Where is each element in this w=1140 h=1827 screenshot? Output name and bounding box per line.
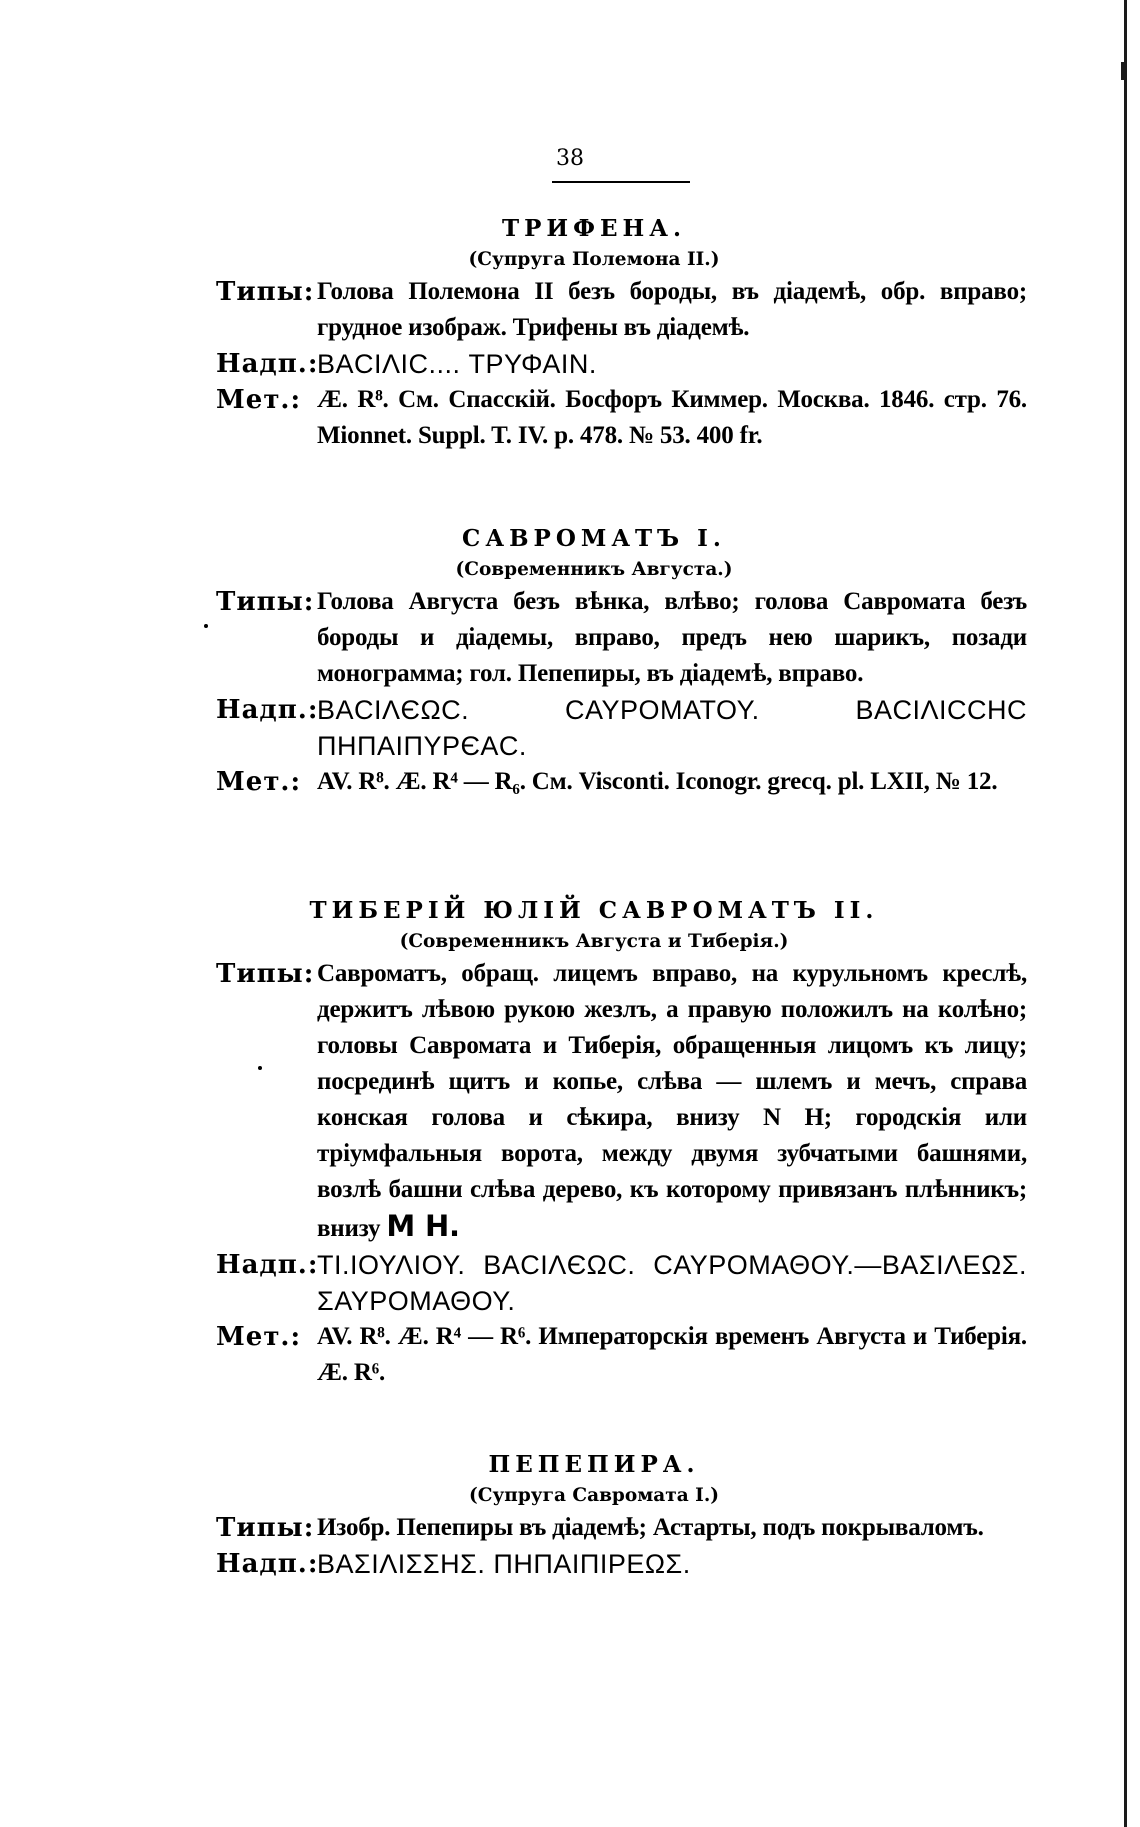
section-sauromates-2 xyxy=(0,894,1140,1391)
entry-metal xyxy=(0,1319,1140,1391)
entry-text-metal: AV. R⁸. Æ. R⁴ — R⁶. Императорскія временъ Августа и Тиберія. Æ. R⁶. xyxy=(317,1323,1027,1386)
entry-text-types: Изобр. Пепепиры въ діадемѣ; Астарты, подъ покрываломъ. xyxy=(317,1514,984,1541)
entry-metal xyxy=(0,382,1140,454)
entry-label-types: Типы: xyxy=(216,277,315,307)
entry-label-inscription: Надп.: xyxy=(216,1250,319,1280)
scan-edge-mark xyxy=(1121,62,1125,80)
section-trifena xyxy=(0,212,1140,454)
section-subtitle: (Супруга Савромата I.) xyxy=(468,1485,720,1506)
entry-types xyxy=(0,274,1140,346)
entry-text-types: Голова Августа безъ вѣнка, влѣво; голова Савромата безъ бороды и діадемы, вправо, предъ нею шарикъ, позади монограмма; гол. Пепепиры, въ діадемѣ, вправо. xyxy=(317,588,1027,687)
entry-text-inscription: ΒΑCΙΛЄΩC. CΑΥΡΟΜΑΤΟΥ. ΒΑCΙΛΙCCΗC ΠΗΠΑΙΠΥΡЄΑC. xyxy=(317,695,1027,761)
entry-text-types: Голова Полемона II безъ бороды, въ діадемѣ, обр. вправо; грудное изображ. Трифены въ діадемѣ. xyxy=(317,278,1027,341)
entry-label-metal: Мет.: xyxy=(216,385,302,415)
section-subtitle: (Современникъ Августа и Тиберія.) xyxy=(399,931,789,952)
section-title: ТРИФЕНА. xyxy=(502,215,686,242)
section-title: ПЕПЕПИРА. xyxy=(488,1451,700,1478)
entry-text-metal: Æ. R⁸. См. Спасскій. Босфоръ Киммер. Москва. 1846. стр. 76. Mionnet. Suppl. T. IV. p. 478. № 53. 400 fr. xyxy=(317,386,1027,449)
page-number-rule xyxy=(552,181,690,183)
entry-types xyxy=(0,956,1140,1247)
entry-label-metal: Мет.: xyxy=(216,767,302,797)
entry-text-types xyxy=(317,956,1027,1247)
section-subtitle: (Супруга Полемона II.) xyxy=(468,249,720,270)
entry-text-types-body: Савроматъ, обращ. лицемъ вправо, на курульномъ креслѣ, держитъ лѣвою рукою жезлъ, а правую положилъ на колѣно; головы Савромата и Тиберія, обращенныя лицомъ къ лицу; посрединѣ щитъ и копье, слѣва — шлемъ и мечъ, справа конская голова и сѣкира, внизу N H; городскія или тріумфальныя ворота, между двумя зубчатыми башнями, возлѣ башни слѣва дерево, къ которому привязанъ плѣнникъ; внизу xyxy=(317,960,1027,1242)
section-subtitle: (Современникъ Августа.) xyxy=(455,559,733,580)
entry-text-inscription: ΒΑCΙΛΙC.... ΤΡΥΦΑΙΝ. xyxy=(317,349,597,379)
page-number: 38 xyxy=(556,146,584,171)
entry-text-inscription: ΒΑΣΙΛΙΣΣΗΣ. ΠΗΠΑΙΠΙΡΕΩΣ. xyxy=(317,1549,691,1579)
monogram-mh: M H. xyxy=(386,1209,460,1243)
entry-label-inscription: Надп.: xyxy=(216,349,319,379)
entry-label-metal: Мет.: xyxy=(216,1322,302,1352)
ink-speck xyxy=(204,624,208,628)
ink-speck xyxy=(258,1066,262,1070)
entry-label-types: Типы: xyxy=(216,587,315,617)
section-sauromates-1 xyxy=(0,522,1140,800)
entry-types xyxy=(0,584,1140,692)
entry-label-types: Типы: xyxy=(216,959,315,989)
entry-inscription xyxy=(0,692,1140,764)
entry-text-metal: AV. R⁸. Æ. R⁴ — R₆. См. Visconti. Iconogr. grecq. pl. LXII, № 12. xyxy=(317,768,998,795)
entry-label-inscription: Надп.: xyxy=(216,695,319,725)
section-pepepira xyxy=(0,1448,1140,1582)
section-title: САВРОМАТЪ I. xyxy=(462,525,726,552)
entry-label-types: Типы: xyxy=(216,1513,315,1543)
entry-types xyxy=(0,1510,1140,1546)
entry-inscription xyxy=(0,1546,1140,1582)
entry-label-inscription: Надп.: xyxy=(216,1549,319,1579)
entry-inscription xyxy=(0,1247,1140,1319)
entry-text-inscription: ΤΙ.ΙΟΥΛΙΟΥ. ΒΑCΙΛЄΩC. CΑΥΡΟΜΑΘΟΥ.—ΒΑΣΙΛΕΩΣ. ΣΑΥΡΟΜΑΘΟΥ. xyxy=(317,1250,1027,1316)
section-title: ТИБЕРІЙ ЮЛІЙ САВРОМАТЪ II. xyxy=(309,897,879,924)
entry-inscription xyxy=(0,346,1140,382)
entry-metal xyxy=(0,764,1140,800)
